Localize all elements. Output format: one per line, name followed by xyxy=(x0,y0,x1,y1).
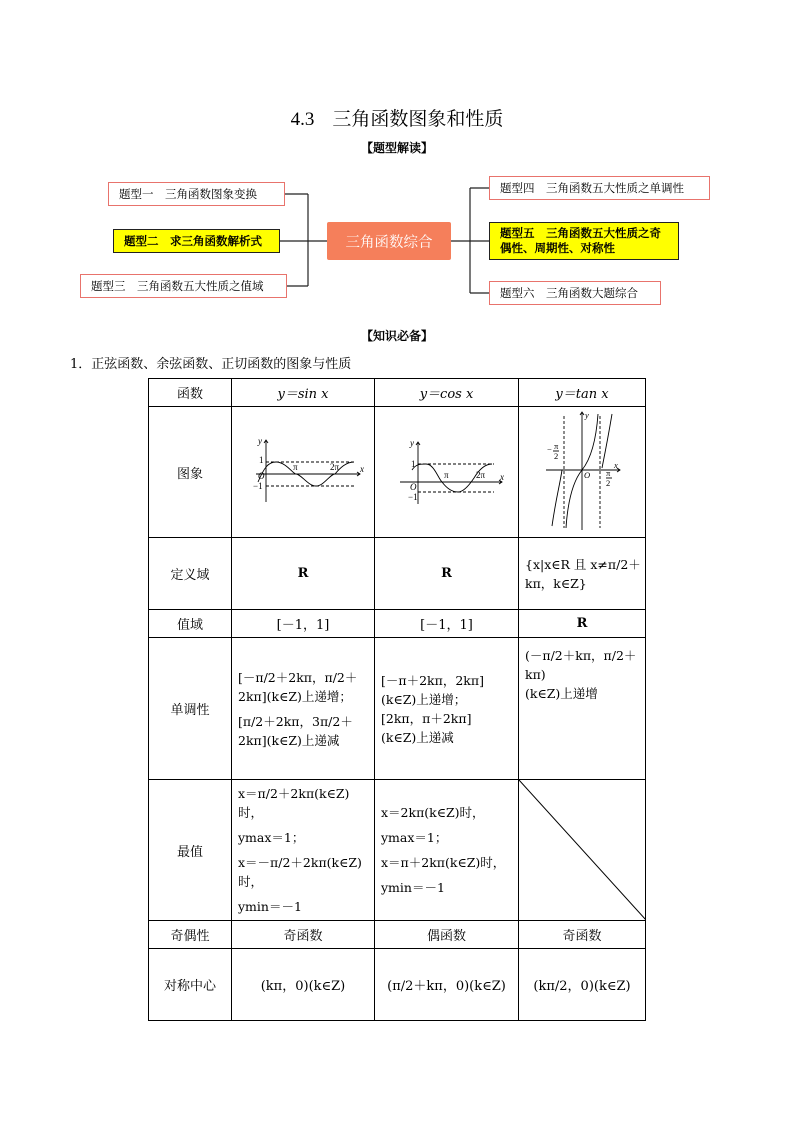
sin-graph-x-label: x xyxy=(360,464,364,474)
row-label-graph: 图象 xyxy=(149,407,232,538)
monotonic-cos-line2: (k∈Z)上递增； xyxy=(381,691,467,707)
tan-graph-pi: π xyxy=(606,467,611,478)
parity-sin: 奇函数 xyxy=(232,921,375,949)
cos-graph-one: 1 xyxy=(410,459,415,469)
tan-graph-neg-two: 2 xyxy=(554,450,559,461)
monotonic-tan-line1: (－π/2＋kπ，π/2＋kπ) xyxy=(525,648,637,682)
tan-graph-x-label: x xyxy=(614,459,618,470)
table-row-domain xyxy=(149,538,646,610)
row-label-symmetry: 对称中心 xyxy=(149,949,232,1021)
extremum-sin-line1: x＝π/2＋2kπ(k∈Z)时， xyxy=(238,786,350,820)
mindmap-node-type3: 题型三 三角函数五大性质之值域 xyxy=(80,274,287,298)
domain-tan: {x|x∈R 且 x≠π/2＋kπ，k∈Z} xyxy=(519,538,646,610)
extremum-sin-line4: ymin＝－1 xyxy=(238,899,302,914)
extremum-sin-line3: x＝－π/2＋2kπ(k∈Z)时， xyxy=(238,855,362,889)
extremum-cos-line2: ymax＝1； xyxy=(381,830,448,845)
tan-graph-origin: O xyxy=(584,469,591,480)
intro-line: 1．正弦函数、余弦函数、正切函数的图象与性质 xyxy=(70,357,352,372)
cos-graph-y-label: y xyxy=(409,438,414,448)
table-row-range xyxy=(149,610,646,638)
tan-graph-two: 2 xyxy=(606,477,611,488)
mindmap-node-type1: 题型一 三角函数图象变换 xyxy=(108,182,285,206)
table-row-extremum xyxy=(149,780,646,921)
mindmap-node-type2: 题型二 求三角函数解析式 xyxy=(113,229,280,253)
trig-properties-table xyxy=(148,378,646,1021)
monotonic-cos-line4: (k∈Z)上递减 xyxy=(381,729,454,745)
sin-graph-2pi: 2π xyxy=(330,462,340,472)
header-cell-function: 函数 xyxy=(149,379,232,407)
table-row-symmetry xyxy=(149,949,646,1021)
cos-graph-pi: π xyxy=(443,470,449,480)
table-row-monotonic xyxy=(149,638,646,780)
mindmap-node-type5: 题型五 三角函数五大性质之奇偶性、周期性、对称性 xyxy=(489,222,679,260)
extremum-cos-line3: x＝π＋2kπ(k∈Z)时， xyxy=(381,855,506,870)
monotonic-cos-line1: [－π＋2kπ，2kπ] xyxy=(381,672,484,688)
extremum-sin-line2: ymax＝1； xyxy=(238,830,305,845)
mindmap-center: 三角函数综合 xyxy=(327,222,451,260)
sin-graph-one: 1 xyxy=(259,455,264,465)
parity-tan: 奇函数 xyxy=(519,921,646,949)
range-cos: [－1，1] xyxy=(375,610,519,638)
table-row-parity xyxy=(149,921,646,949)
extremum-cos xyxy=(375,780,519,921)
section-tag-types: 【题型解读】 xyxy=(360,141,433,155)
range-tan: R xyxy=(519,610,646,638)
monotonic-cos xyxy=(375,638,519,780)
sin-graph-origin: O xyxy=(258,471,265,481)
title-text: 三角函数图象和性质 xyxy=(332,108,504,130)
row-label-monotonic: 单调性 xyxy=(149,638,232,780)
parity-cos: 偶函数 xyxy=(375,921,519,949)
monotonic-tan xyxy=(519,638,646,780)
header-cell-sin: y＝sin x xyxy=(232,379,375,407)
extremum-cos-line1: x＝2kπ(k∈Z)时， xyxy=(381,805,485,820)
graph-cell-tan xyxy=(519,407,646,538)
tan-graph xyxy=(542,408,622,533)
extremum-sin xyxy=(232,780,375,921)
graph-cell-sin xyxy=(232,407,375,538)
mindmap-node-type4: 题型四 三角函数五大性质之单调性 xyxy=(489,176,710,200)
symmetry-tan: (kπ/2，0)(k∈Z) xyxy=(519,949,646,1021)
extremum-tan-diagonal xyxy=(519,780,646,920)
row-label-extremum: 最值 xyxy=(149,780,232,921)
range-sin: [－1，1] xyxy=(232,610,375,638)
row-label-parity: 奇偶性 xyxy=(149,921,232,949)
domain-cos: R xyxy=(375,538,519,610)
tan-graph-y-label: y xyxy=(585,409,589,420)
domain-sin: R xyxy=(232,538,375,610)
extremum-cos-line4: ymin＝－1 xyxy=(381,880,445,895)
sin-graph-neg-one: −1 xyxy=(253,481,263,491)
mindmap-node-type6: 题型六 三角函数大题综合 xyxy=(489,281,661,305)
section-tag-knowledge: 【知识必备】 xyxy=(360,329,433,343)
sin-graph-y-label: y xyxy=(258,436,262,446)
cos-graph-neg-one: −1 xyxy=(407,492,418,502)
table-row-header xyxy=(149,379,646,407)
symmetry-sin: (kπ，0)(k∈Z) xyxy=(232,949,375,1021)
monotonic-tan-line2: (k∈Z)上递增 xyxy=(525,686,598,701)
extremum-tan-empty xyxy=(519,780,646,921)
cos-graph xyxy=(382,430,512,510)
row-label-range: 值域 xyxy=(149,610,232,638)
title-number: 4.3 xyxy=(290,109,315,130)
monotonic-sin xyxy=(232,638,375,780)
cos-graph-x-label: x xyxy=(499,472,504,482)
sin-graph-pi: π xyxy=(293,462,298,472)
cos-graph-origin: O xyxy=(409,482,416,492)
row-label-domain: 定义域 xyxy=(149,538,232,610)
header-cell-cos: y＝cos x xyxy=(375,379,519,407)
monotonic-sin-line2: [π/2＋2kπ，3π/2＋2kπ](k∈Z)上递减 xyxy=(238,713,353,748)
symmetry-cos: (π/2＋kπ，0)(k∈Z) xyxy=(375,949,519,1021)
table-row-graph xyxy=(149,407,646,538)
mindmap-connectors xyxy=(0,0,794,320)
sin-graph xyxy=(238,430,368,510)
cos-graph-2pi: 2π xyxy=(475,470,485,480)
tan-graph-neg-pi: π xyxy=(554,440,559,451)
tan-graph-neg: − xyxy=(547,443,552,454)
graph-cell-cos xyxy=(375,407,519,538)
monotonic-cos-line3: [2kπ，π＋2kπ] xyxy=(381,710,472,726)
monotonic-sin-line1: [－π/2＋2kπ，π/2＋2kπ](k∈Z)上递增； xyxy=(238,669,358,704)
header-cell-tan: y＝tan x xyxy=(519,379,646,407)
